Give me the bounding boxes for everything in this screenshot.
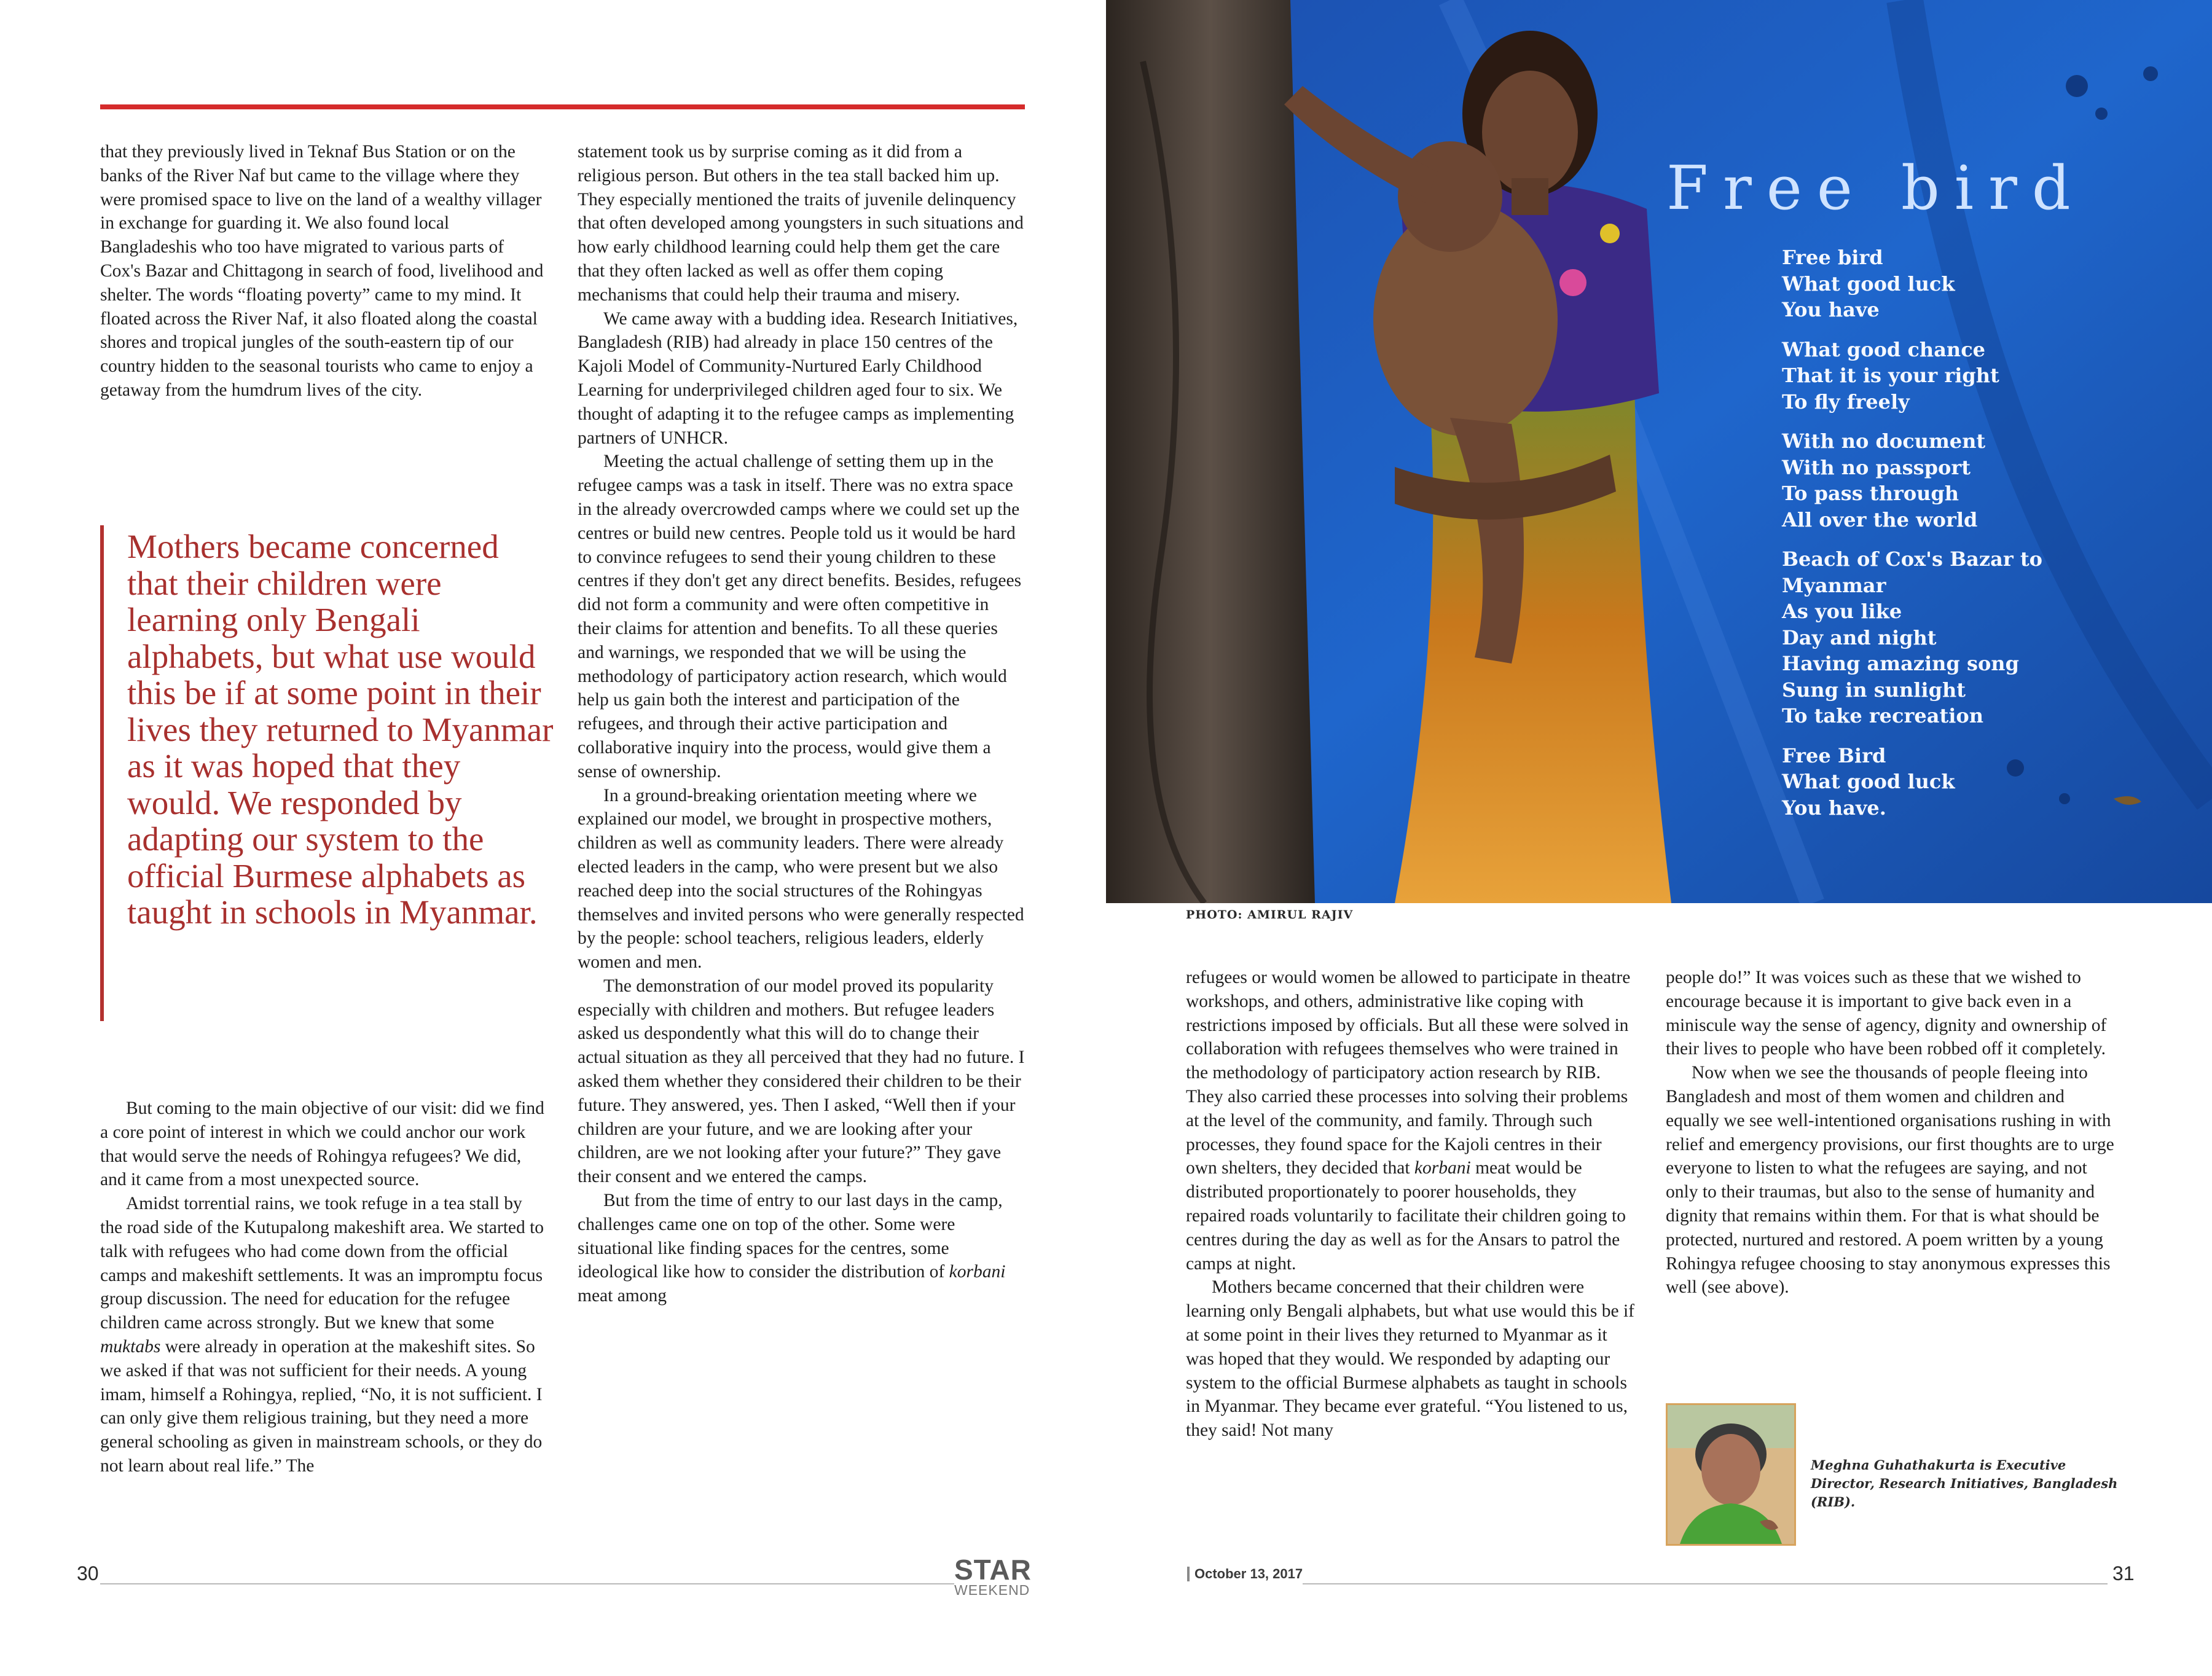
column-4	[1666, 966, 2114, 1299]
poem-line: To pass through	[1782, 482, 1959, 505]
poem-stanza	[1782, 743, 2163, 821]
poem	[1782, 245, 2163, 834]
column-1-bottom	[100, 1097, 549, 1478]
paragraph: Now when we see the thousands of people fleeing into Bangladesh and most of them women and children and equally we see well-intentioned organisations rushing in with relief and emergency provisions, our first thoughts are to urge everyone to listen to what the refugees are saying, and not only to their traumas, but also to the sense of humanity and dignity that remains within them. For that is what should be protected, nurtured and restored. A poem written by a young Rohingya refugee choosing to stay anonymous expresses this well (see above).	[1666, 1063, 2114, 1298]
author-photo	[1666, 1403, 1796, 1546]
paragraph: We came away with a budding idea. Research Initiatives, Bangladesh (RIB) had already in place 150 centres of the Kajoli Model of Community-Nurtured Early Childhood Learning for underprivileged children aged four to six. We thought of adapting it to the refugee camps as implementing partners of UNHCR.	[578, 308, 1018, 448]
column-1-top	[100, 140, 549, 402]
page-number-right: 31	[2112, 1562, 2135, 1584]
top-red-rule	[100, 104, 1025, 109]
poem-line: With no passport	[1782, 455, 1971, 479]
pull-quote: Mothers became concerned that their children were learning only Bengali alphabets, but what use would this be if at some point in their lives they returned to Myanmar as it was hoped that they would. We responded by adapting our system to the official Burmese alphabets as taught in schools in Myanmar.	[127, 528, 554, 931]
pull-quote-bar	[100, 525, 104, 1021]
paragraph: people do!” It was voices such as these that we wished to encourage because it is important to give back even in a miniscule way the sense of agency, dignity and ownership of their lives to people who have been robbed off it completely.	[1666, 968, 2107, 1059]
paragraph: But from the time of entry to our last days in the camp, challenges came one on top of the other. Some were situational like finding spaces for the centres, some ideological like how to consider the distribution of korbani meat among	[578, 1191, 1006, 1306]
paragraph: In a ground-breaking orientation meeting where we explained our model, we brought in prospective mothers, children as well as community leaders. There were already elected leaders in the camp, who were present but we also reached deep into the social structures of the Rohingyas themselves and invited persons who were generally respected by the people: school teachers, religious leaders, elderly women and men.	[578, 785, 1024, 973]
paragraph: that they previously lived in Teknaf Bus Station or on the banks of the River Naf but came to the village where they were promised space to live on the land of a wealthy villager in exchange for guarding it. We also found local Bangladeshis who too have migrated to various parts of Cox's Bazar and Chittagong in search of food, livelihood and shelter. The words “floating poverty” came to my mind. It floated across the River Naf, it also floated along the coastal shores and tropical jungles of the south-eastern tip of our country hidden to the seasonal tourists who came to enjoy a getaway from the humdrum lives of the city.	[100, 142, 544, 400]
issue-date: October 13, 2017	[1187, 1567, 1303, 1581]
column-2	[578, 140, 1026, 1308]
poem-line: All over the world	[1782, 507, 1978, 531]
poem-line: Free bird	[1782, 246, 1883, 269]
poem-line: What good luck	[1782, 272, 1955, 296]
poem-line: Free Bird	[1782, 743, 1886, 767]
poem-line: That it is your right	[1782, 364, 1999, 387]
paragraph: Meeting the actual challenge of setting them up in the refugee camps was a task in itself. There was no extra space in the already overcrowded camps where we could set up the centres or build new centres. People told us it would be hard to convince refugees to send their young children to these centres if they don't get any direct benefits. Besides, refugees did not form a community and were often competitive in their claims for attention and benefits. To all these queries and warnings, we responded that we will be using the methodology of participatory action research, which would help us gain both the interest and participation of the refugees, and through their active participation and collaborative inquiry into the process, would give them a sense of ownership.	[578, 452, 1022, 781]
page-number-left: 30	[77, 1562, 99, 1584]
poem-line: With no document	[1782, 429, 1986, 453]
poem-line: Myanmar	[1782, 573, 1886, 597]
author-bio: Meghna Guhathakurta is Executive Director, Research Initiatives, Bangladesh (RIB).	[1811, 1457, 2118, 1510]
poem-line: You have	[1782, 298, 1880, 321]
photo-credit: PHOTO: AMIRUL RAJIV	[1186, 908, 1354, 922]
column-3	[1186, 966, 1634, 1443]
paragraph: statement took us by surprise coming as it did from a religious person. But others in the tea stall backed him up. They especially mentioned the traits of juvenile delinquency that often developed among youngsters in such situations and how early childhood learning could help them get the care that they often lacked as well as offer them coping mechanisms that could help their trauma and misery.	[578, 142, 1024, 305]
poem-stanza	[1782, 428, 2163, 533]
poem-stanza	[1782, 546, 2163, 729]
poem-line: As you like	[1782, 600, 1902, 623]
footer-rule-left	[100, 1583, 954, 1584]
paragraph: Mothers became concerned that their children were learning only Bengali alphabets, but what use would this be if at some point in their lives they returned to Myanmar as it was hoped that they would. We responded by adapting our system to the official Burmese alphabets as taught in schools in Myanmar. They became ever grateful. “You listened to us, they said! Not many	[1186, 1277, 1634, 1441]
poem-line: To fly freely	[1782, 390, 1910, 413]
star-weekend-logo: STAR WEEKEND	[954, 1554, 1032, 1598]
poem-stanza	[1782, 245, 2163, 323]
paragraph: But coming to the main objective of our visit: did we find a core point of interest in which we could anchor our work that would serve the needs of Rohingya refugees? We did, and it came from a most unexpected source.	[100, 1098, 544, 1190]
poem-line: Day and night	[1782, 625, 1937, 649]
poem-line: Sung in sunlight	[1782, 678, 1966, 702]
poem-line: To take recreation	[1782, 704, 1984, 727]
paragraph: refugees or would women be allowed to participate in theatre workshops, and others, administrative like coping with restrictions imposed by officials. But all these were solved in collaboration with refugees themselves who were trained in the methodology of participatory action research by RIB. They also carried these processes into solving their problems at the level of the community, and family. Through such processes, they found space for the Kajoli centres in their own shelters, they decided that korbani meat would be distributed proportionately to poorer households, they repaired roads voluntarily to facilitate their children going to centres during the day as well as for the Ansars to patrol the camps at night.	[1186, 968, 1631, 1274]
poem-line: You have.	[1782, 796, 1886, 820]
footer-rule-right	[1303, 1583, 2108, 1584]
paragraph: Amidst torrential rains, we took refuge in a tea stall by the road side of the Kutupalong makeshift area. We started to talk with refugees who had come down from the official camps and makeshift settlements. It was an impromptu focus group discussion. The need for education for the refugee children came across strongly. But we knew that some muktabs were already in operation at the makeshift sites. So we asked if that was not sufficient for their needs. A young imam, himself a Rohingya, replied, “No, it is not sufficient. I can only give them religious training, but they need a more general schooling as given in mainstream schools, or they do not learn about real life.” The	[100, 1194, 544, 1476]
poem-line: Beach of Cox's Bazar to	[1782, 547, 2042, 571]
poem-title: Free bird	[1666, 154, 2085, 224]
poem-line: Having amazing song	[1782, 652, 2019, 675]
author-portrait-illustration	[1668, 1405, 1794, 1544]
paragraph: The demonstration of our model proved its popularity especially with children and mothers. But refugee leaders asked us despondently what this will do to change their actual situation as they all perceived that they had no future. I asked them whether they considered their children to be their future. They answered, yes. Then I asked, “Well then if your children are your future, and we are looking after your children, are we not looking after your future?” They gave their consent and we entered the camps.	[578, 976, 1025, 1187]
poem-line: What good luck	[1782, 770, 1955, 793]
poem-stanza	[1782, 337, 2163, 415]
poem-line: What good chance	[1782, 337, 1986, 361]
